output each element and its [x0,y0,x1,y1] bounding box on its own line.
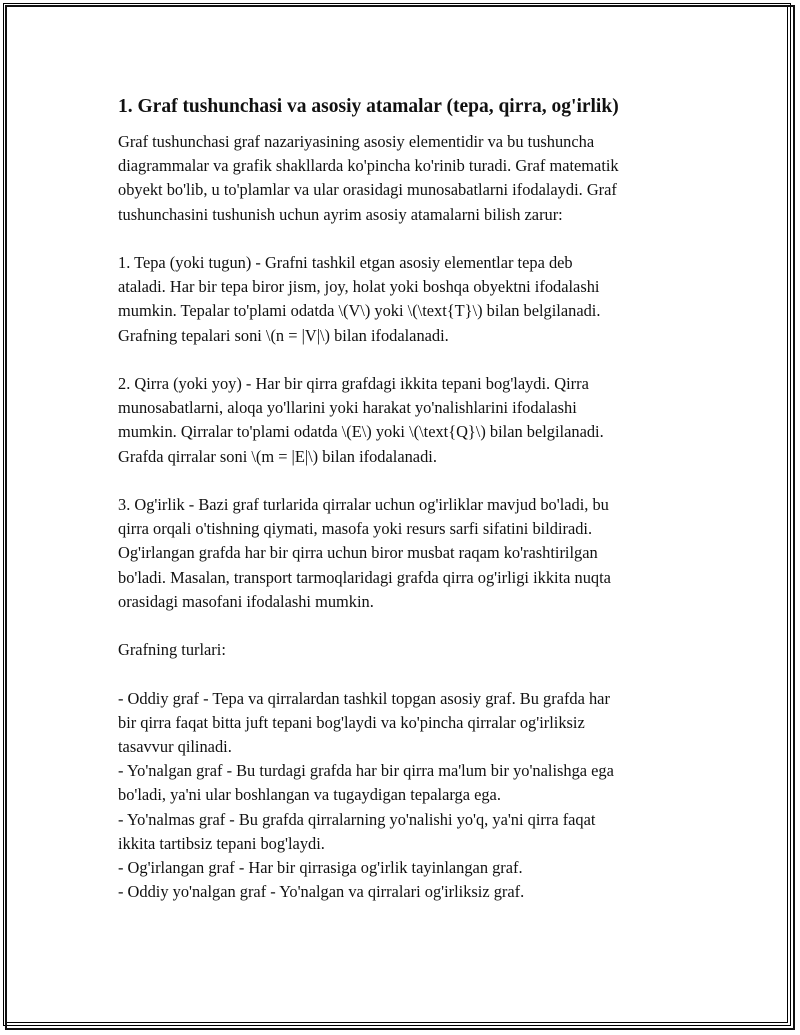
type-yonalgan-graf: - Yo'nalgan graf - Bu turdagi grafda har bir qirra ma'lum bir yo'nalishga ega bo'ladi, ya'ni ular boshlangan va tugaydigan tepalarga ega. [118,761,614,805]
paragraph-gap [118,469,690,493]
paragraph-gap [118,614,690,638]
type-oddiy-yonalgan-graf: - Oddiy yo'nalgan graf - Yo'nalgan va qirralari og'irliksiz graf. [118,882,525,902]
paragraph-gap [118,348,690,372]
document-body [118,94,690,904]
term-qirra: 2. Qirra (yoki yoy) - Har bir qirra grafdagi ikkita tepani bog'laydi. Qirra munosabatlarni, aloqa yo'llarini yoki harakat yo'nalishlarini ifodalashi mumkin. Qirralar to'plami odatda \(E\) yoki \(\text{Q}\) bilan belgilanadi. Grafda qirralar soni \(m = |E|\) bilan ifodalanadi. [118,374,604,466]
paragraph-gap [118,227,690,251]
term-tepa: 1. Tepa (yoki tugun) - Grafni tashkil etgan asosiy elementlar tepa deb ataladi. Har bir tepa biror jism, joy, holat yoki boshqa obyektni ifodalashi mumkin. Tepalar to'plami odatda \(V\) yoki \(\text{T}\) bilan belgilanadi. Grafning tepalari soni \(n = |V|\) bilan ifodalanadi. [118,253,601,345]
type-yonalmas-graf: - Yo'nalmas graf - Bu grafda qirralarning yo'nalishi yo'q, ya'ni qirra faqat ikkita tartibsiz tepani bog'laydi. [118,809,596,853]
type-oddiy-graf: - Oddiy graf - Tepa va qirralardan tashkil topgan asosiy graf. Bu grafda har bir qirra faqat bitta juft tepani bog'laydi va ko'pincha qirralar og'irliksiz tasavvur qilinadi. [118,688,610,756]
term-ogirlik: 3. Og'irlik - Bazi graf turlarida qirralar uchun og'irliklar mavjud bo'ladi, bu qirra orqali o'tishning qiymati, masofa yoki resurs sarfi sifatini bildiradi. Og'irlangan grafda har bir qirra uchun biror musbat raqam ko'rashtirilgan bo'ladi. Masalan, transport tarmoqlaridagi grafda qirra og'irligi ikkita nuqta orasidagi masofani ifodalashi mumkin. [118,495,611,611]
type-ogirlangan-graf: - Og'irlangan graf - Har bir qirrasiga og'irlik tayinlangan graf. [118,858,523,878]
document-title: 1. Graf tushunchasi va asosiy atamalar (tepa, qirra, og'irlik) [118,96,619,117]
intro-paragraph: Graf tushunchasi graf nazariyasining asosiy elementidir va bu tushuncha diagrammalar va grafik shakllarda ko'pincha ko'rinib turadi. Graf matematik obyekt bo'lib, u to'plamlar va ular orasidagi munosabatlarni ifodalaydi. Graf tushunchasini tushunish uchun ayrim asosiy atamalarni bilish zarur: [118,132,619,224]
types-heading: Grafning turlari: [118,640,226,660]
paragraph-gap [118,662,690,686]
